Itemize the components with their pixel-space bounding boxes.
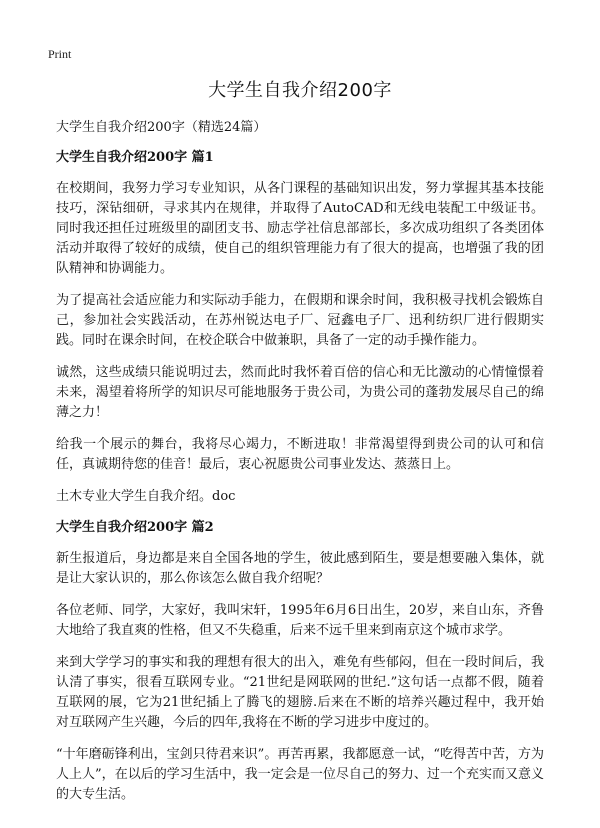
paragraph: 土木专业大学生自我介绍。doc [56,489,236,504]
paragraph: 来到大学学习的事实和我的理想有很大的出入，难免有些郁闷，但在一段时间后，我认清了事实，很看互联网专业。“21世纪是网联网的世纪.”这句话一点都不假，随着互联网的展，它为21世纪插上了腾飞的翅膀.后来在不断的培养兴趣过程中，我开始对互联网产生兴趣，今后的四年,我将在不断的学习进步中度过的。 [56,655,544,730]
section-2 [56,519,544,805]
document-subtitle: 大学生自我介绍200字（精选24篇） [56,120,267,135]
print-link[interactable]: Print [48,47,72,61]
document-body [56,80,544,817]
section-heading: 大学生自我介绍200字 篇1 [56,150,214,165]
paragraph: 各位老师、同学，大家好，我叫宋轩，1995年6月6日出生，20岁，来自山东，齐鲁大地给了我直爽的性格，但又不失稳重，后来不远千里来到南京这个城市求学。 [56,603,544,638]
section-1 [56,149,544,507]
paragraph: 新生报道后，身边都是来自全国各地的学生，彼此感到陌生，要是想要融入集体，就是让大家认识的，那么你该怎么做自我介绍呢？ [56,551,544,586]
paragraph: 给我一个展示的舞台，我将尽心竭力，不断进取！非常渴望得到贵公司的认可和信任，真诚期待您的佳音！最后，衷心祝愿贵公司事业发达、蒸蒸日上。 [56,437,544,472]
paragraph: “十年磨砺锋利出，宝剑只待君来识”。再苦再累，我都愿意一试，“吃得苦中苦，方为人上人”，在以后的学习生活中，我一定会是一位尽自己的努力、过一个充实而又意义的大专生活。 [56,747,544,802]
page-title: 大学生自我介绍200字 [208,80,392,101]
paragraph: 为了提高社会适应能力和实际动手能力，在假期和课余时间，我积极寻找机会锻炼自己，参加社会实践活动，在苏州锐达电子厂、冠鑫电子厂、迅利纺织厂进行假期实践。同时在课余时间，在校企联合中做兼职，具备了一定的动手操作能力。 [56,293,544,348]
paragraph: 在校期间，我努力学习专业知识，从各门课程的基础知识出发，努力掌握其基本技能技巧，深钻细研，寻求其内在规律，并取得了AutoCAD和无线电装配工中级证书。同时我还担任过班级里的副团支书、励志学社信息部部长，多次成功组织了各类团体活动并取得了较好的成绩，使自己的组织管理能力有了很大的提高，也增强了我的团队精神和协调能力。 [56,181,544,276]
paragraph: 诚然，这些成绩只能说明过去，然而此时我怀着百倍的信心和无比激动的心情憧憬着未来，渴望着将所学的知识尽可能地服务于贵公司，为贵公司的蓬勃发展尽自己的绵薄之力！ [56,365,544,420]
section-heading: 大学生自我介绍200字 篇2 [56,520,214,535]
